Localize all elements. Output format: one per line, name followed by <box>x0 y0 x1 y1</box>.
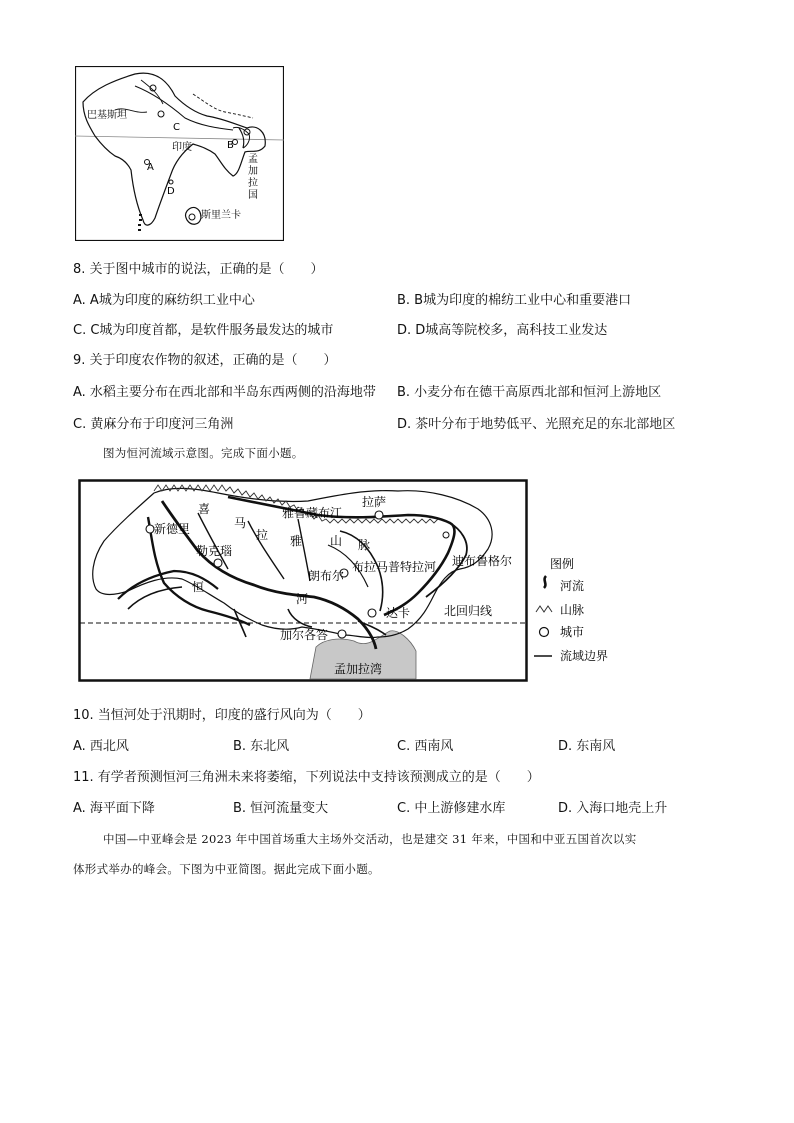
srilanka-label: 斯里兰卡 <box>201 210 241 221</box>
q9-option-d[interactable]: D. 茶叶分布于地势低平、光照充足的东北部地区 <box>397 417 676 432</box>
legend-boundary: 流域边界 <box>560 649 609 663</box>
he-label: 河 <box>296 592 309 606</box>
q9-option-a[interactable]: A. 水稻主要分布在西北部和半岛东西两侧的沿海地带 <box>73 385 376 400</box>
legend-mountain-symbol <box>536 606 552 612</box>
intro-ganges: 图为恒河流域示意图。完成下面小题。 <box>103 446 304 460</box>
legend-city-symbol <box>540 628 549 637</box>
intro-central-asia-line1: 中国—中亚峰会是 2023 年中国首场重大主场外交活动，也是建交 31 年来，中国和中亚五国首次以实 <box>103 832 637 846</box>
city-dhaka <box>368 609 376 617</box>
label-c: C <box>173 122 180 133</box>
mai-label: 脉 <box>358 538 371 552</box>
newdelhi-label: 新德里 <box>154 522 191 536</box>
bangladesh-char-3: 拉 <box>248 178 258 189</box>
map-legend <box>532 552 632 664</box>
q8-option-b[interactable]: B. B城为印度的棉纺工业中心和重要港口 <box>397 293 632 308</box>
dhaka-label: 达卡 <box>386 606 411 620</box>
q9-option-c[interactable]: C. 黄麻分布于印度河三角洲 <box>73 417 234 432</box>
q8-option-a[interactable]: A. A城为印度的麻纺织工业中心 <box>73 293 255 308</box>
legend-river: 河流 <box>560 579 585 593</box>
shan-label: 山 <box>330 534 343 548</box>
q11-stem: 11. 有学者预测恒河三角洲未来将萎缩，下列说法中支持该预测成立的是（ ） <box>73 770 540 785</box>
q10-option-b[interactable]: B. 东北风 <box>233 739 290 754</box>
kolkata-label: 加尔各答 <box>280 628 329 642</box>
intro-central-asia-line2: 体形式举办的峰会。下图为中亚简图。据此完成下面小题。 <box>73 862 380 876</box>
label-d: D <box>167 186 175 197</box>
ma-label: 马 <box>234 516 247 530</box>
dibrugarh-label: 迪布鲁格尔 <box>452 554 513 568</box>
brahmaputra-label: 布拉马普特拉河 <box>352 560 437 574</box>
q10-stem: 10. 当恒河处于汛期时，印度的盛行风向为（ ） <box>73 708 371 723</box>
ganges-basin-map <box>78 479 528 682</box>
south-asia-map-svg <box>75 66 284 241</box>
pakistan-label: 巴基斯坦 <box>87 110 127 121</box>
ganges-basin-map-svg <box>78 479 528 682</box>
q8-option-c[interactable]: C. C城为印度首都，是软件服务最发达的城市 <box>73 323 334 338</box>
tropic-label: 北回归线 <box>444 604 493 618</box>
heng-label: 恒 <box>192 580 205 594</box>
city-lucknow <box>214 559 222 567</box>
lhasa-label: 拉萨 <box>362 495 387 509</box>
q10-option-c[interactable]: C. 西南风 <box>397 739 454 754</box>
ya-label: 雅 <box>290 534 303 548</box>
q8-option-d[interactable]: D. D城高等院校多，高科技工业发达 <box>397 323 608 338</box>
city-lhasa <box>375 511 383 519</box>
label-a: A <box>147 162 154 173</box>
bay-label: 孟加拉湾 <box>334 662 383 676</box>
langpu-label: 朗布尔 <box>308 569 345 583</box>
legend-title: 图例 <box>550 557 575 571</box>
legend-river-symbol <box>544 576 546 588</box>
bangladesh-char-2: 加 <box>248 166 258 177</box>
la-label: 拉 <box>256 528 269 542</box>
city-dibrugarh <box>443 532 449 538</box>
legend-city: 城市 <box>560 625 585 639</box>
bangladesh-char-1: 孟 <box>248 154 258 165</box>
q10-option-d[interactable]: D. 东南风 <box>558 739 616 754</box>
legend-svg <box>532 552 632 664</box>
q10-option-a[interactable]: A. 西北风 <box>73 739 129 754</box>
lucknow-label: 勒克瑙 <box>196 544 233 558</box>
q11-option-c[interactable]: C. 中上游修建水库 <box>397 801 506 816</box>
q9-stem: 9. 关于印度农作物的叙述，正确的是（ ） <box>73 353 337 368</box>
q8-stem: 8. 关于图中城市的说法，正确的是（ ） <box>73 262 324 277</box>
q11-option-a[interactable]: A. 海平面下降 <box>73 801 155 816</box>
q11-option-d[interactable]: D. 入海口地壳上升 <box>558 801 668 816</box>
city-newdelhi <box>146 525 154 533</box>
label-b: B <box>227 140 234 151</box>
india-label: 印度 <box>172 142 192 153</box>
yarlung-label: 雅鲁藏布江 <box>282 506 343 520</box>
city-kolkata <box>338 630 346 638</box>
south-asia-map <box>75 66 284 241</box>
xi-label: 喜 <box>198 502 211 516</box>
bangladesh-char-4: 国 <box>248 190 258 201</box>
q11-option-b[interactable]: B. 恒河流量变大 <box>233 801 329 816</box>
q9-option-b[interactable]: B. 小麦分布在德干高原西北部和恒河上游地区 <box>397 385 662 400</box>
legend-mountain: 山脉 <box>560 603 585 617</box>
